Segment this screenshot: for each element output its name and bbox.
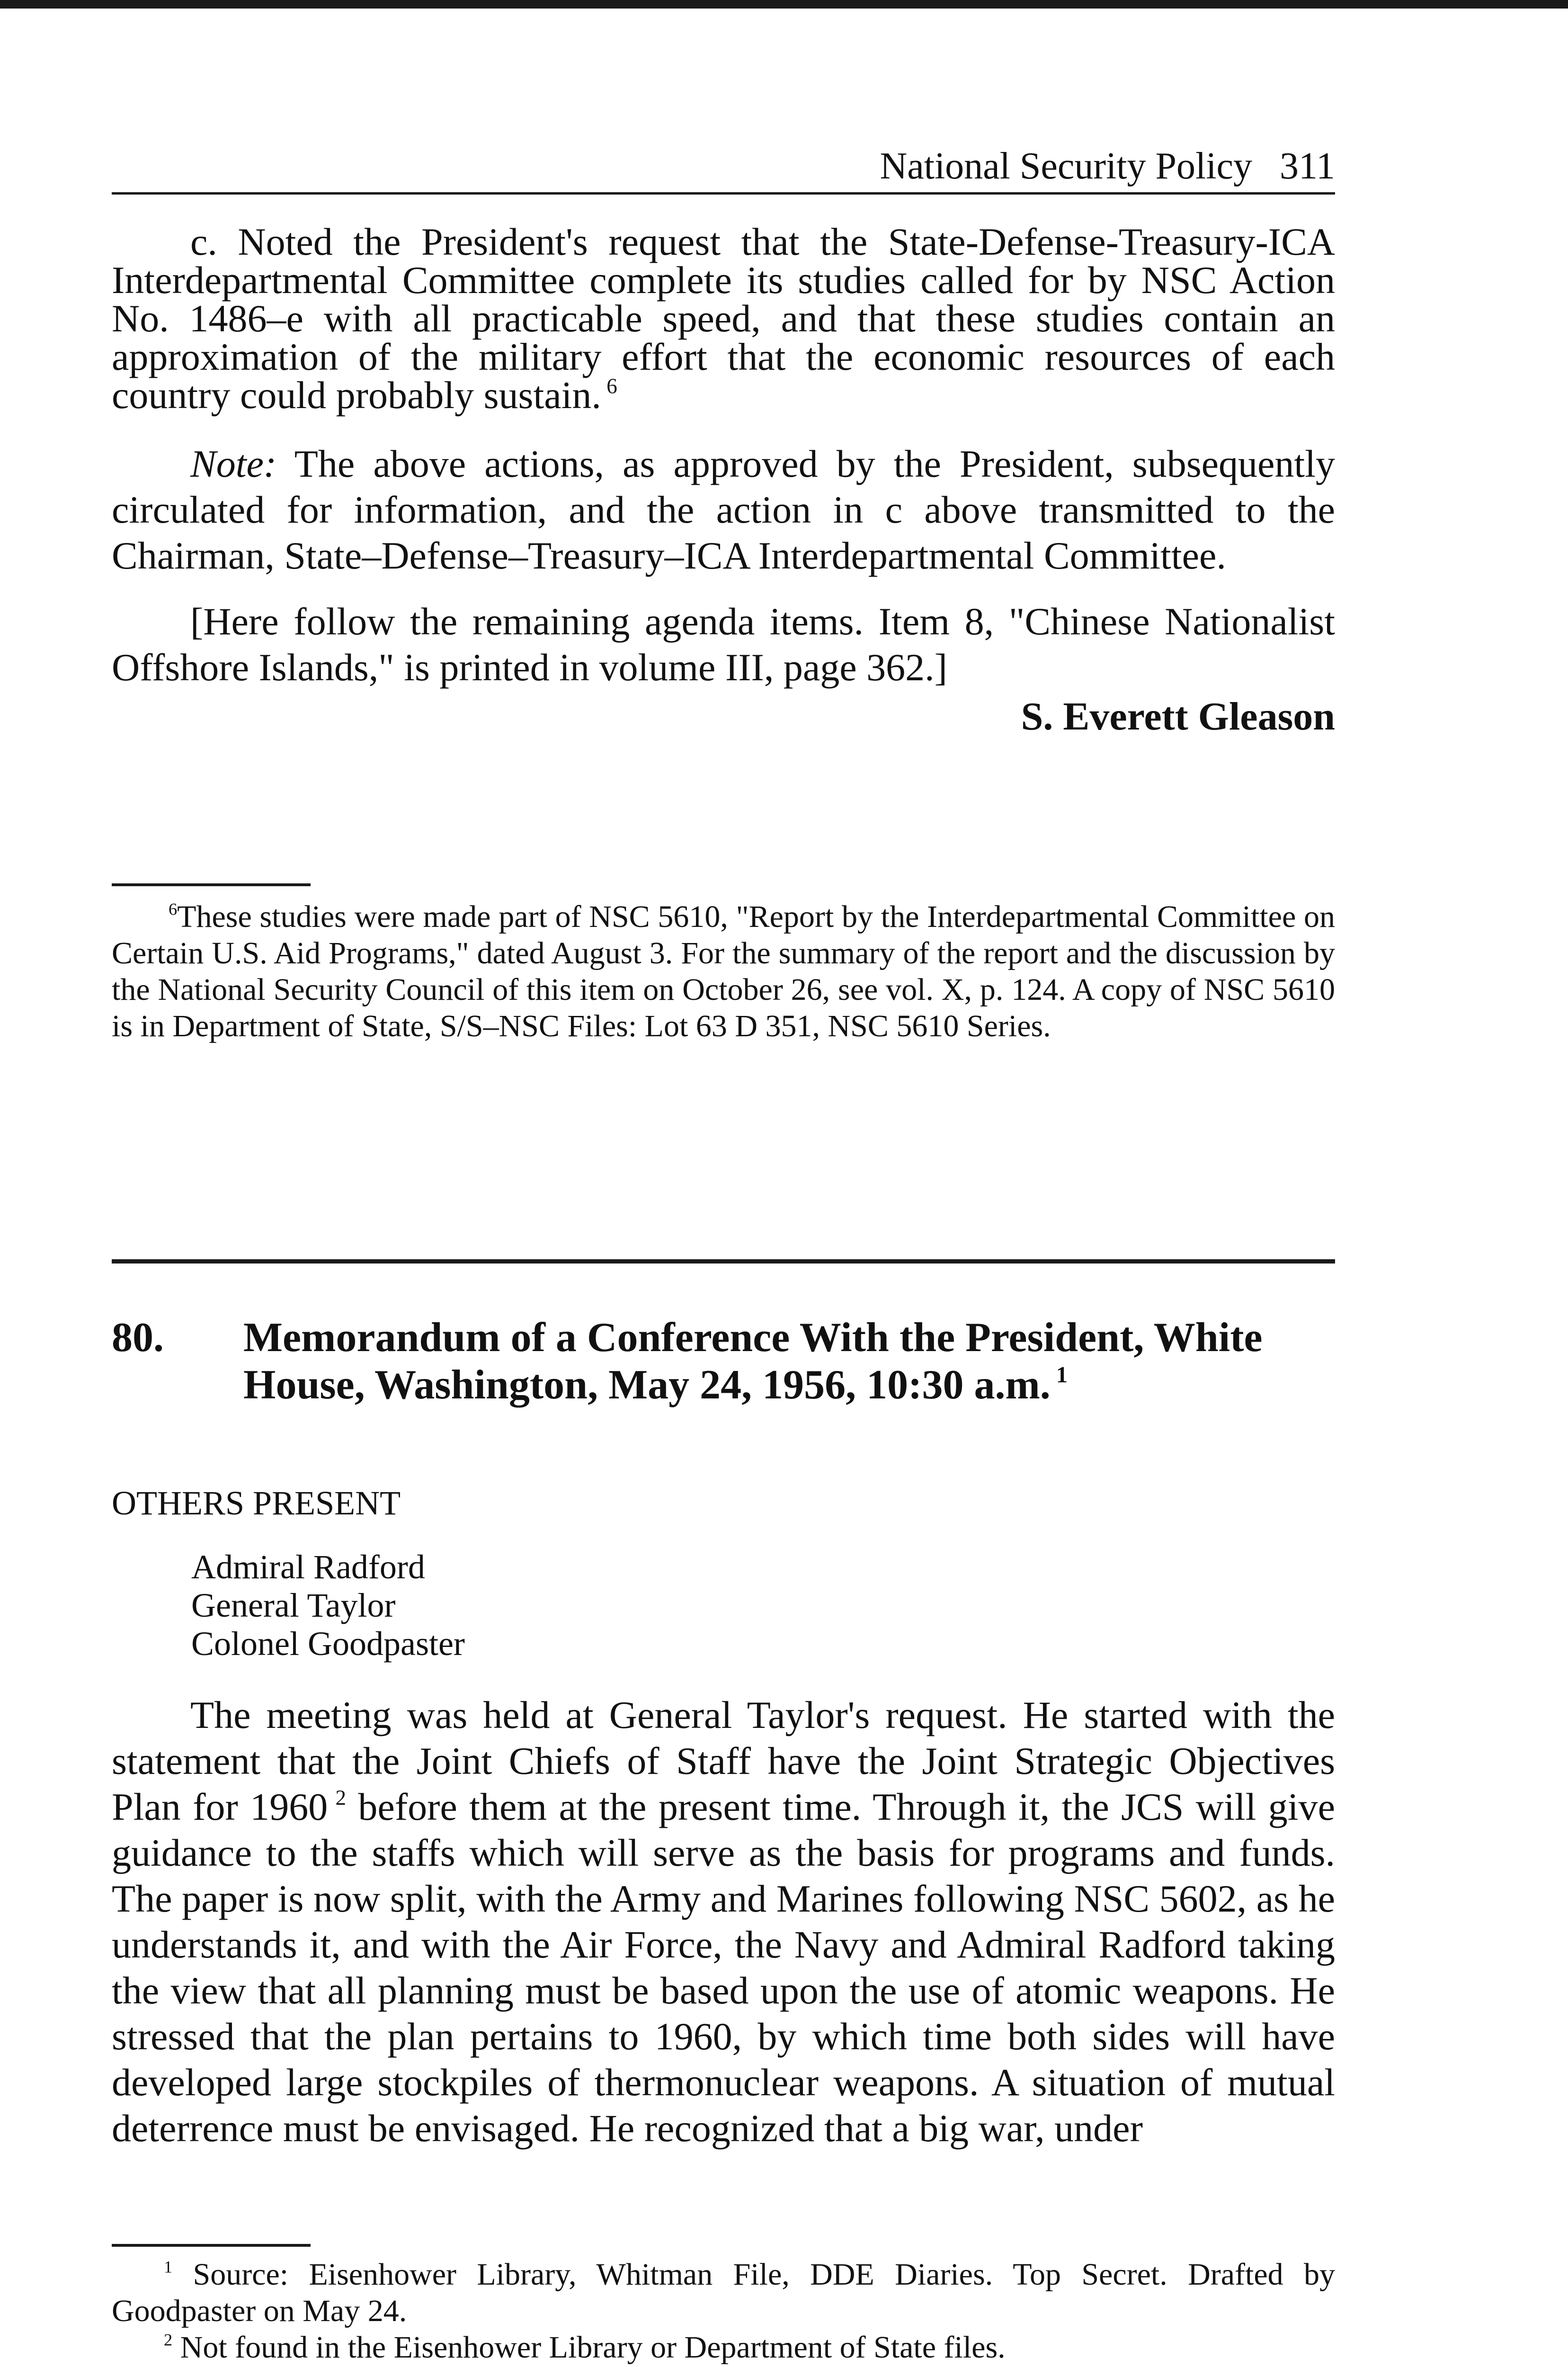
attendee-name: Colonel Goodpaster [191, 1625, 465, 1663]
footnotes-lower [112, 2256, 1335, 2366]
attendee-list [191, 1548, 465, 1663]
footnote-6: $^6$These studies were made part of NSC 5610, "Report by the Interdepartmental Committee on Certain U.S. Aid Programs," dated August 3. For the summary of the report and the discussion by the National Security Council of this item on October 26, see vol. X, p. 124. A copy of NSC 5610 is in Department of State, S/S–NSC Files: Lot 63 D 351, NSC 5610 Series. [112, 899, 1335, 1043]
attendee-name: Admiral Radford [191, 1548, 425, 1586]
note-text: The above actions, as approved by the President, subsequently circulated for information, and the action in c above transmitted to the Chairman, State–Defense–Treasury–ICA Interdepartmental Committee. [112, 442, 1335, 577]
continued-section [112, 222, 1335, 740]
note-paragraph [112, 441, 1335, 578]
attendee-name: General Taylor [191, 1586, 396, 1624]
footnote-ref-2: 2 [335, 1786, 346, 1810]
others-present-label: OTHERS PRESENT [112, 1484, 401, 1522]
document-title: Memorandum of a Conference With the President, White House, Washington, May 24, 1956, 10:30 a.m. $^1$ [243, 1315, 1263, 1408]
document-number: 80. [112, 1315, 164, 1361]
signature: S. Everett Gleason [1021, 694, 1335, 739]
footnote-2: $^2$ Not found in the Eisenhower Library or Department of State files. [164, 2330, 1006, 2365]
running-header [112, 140, 1335, 195]
running-title: National Security Policy [880, 145, 1252, 187]
footnote-ref-6: 6 [606, 374, 617, 398]
note-label: Note: [190, 442, 277, 485]
footnote-1: $^1$ Source: Eisenhower Library, Whitman File, DDE Diaries. Top Secret. Drafted by Goodpaster on May 24. [112, 2257, 1335, 2328]
document-separator-rule [112, 1259, 1335, 1264]
document-heading [112, 1314, 1335, 1409]
page-number: 311 [1279, 145, 1335, 187]
footnote-ref-1: 1 [1056, 1362, 1068, 1388]
memorandum-paragraph: The meeting was held at General Taylor's request. He started with the statement that the Joint Chiefs of Staff have the Joint Strategic Objectives Plan for 1960 $^2$ before them at the present time. Through it, the JCS will give guidance to the staffs which will serve as the basis for programs and funds. The paper is now split, with the Army and Marines following NSC 5602, as he understands it, and with the Air Force, the Navy and Admiral Radford taking the view that all planning must be based upon the use of atomic weapons. He stressed that the plan pertains to 1960, by which time both sides will have developed large stockpiles of thermonuclear weapons. A situation of mutual deterrence must be envisaged. He recognized that a big war, under [112, 1693, 1335, 2150]
footnote-divider-upper [112, 883, 311, 886]
memorandum-body [112, 1692, 1335, 2151]
editorial-bracket-note: [Here follow the remaining agenda items. Item 8, "Chinese Nationalist Offshore Islands," is printed in volume III, page 362.] [112, 600, 1335, 689]
footnotes-upper [112, 899, 1335, 1044]
agenda-paragraph-c: c. Noted the President's request that the State-Defense-Treasury-ICA Interdepartmental Committee complete its studies called for by NSC Action No. 1486–e with all practicable speed, and that these studies contain an approximation of the military effort that the economic resources of each country could probably sustain. $^6$ [112, 220, 1335, 417]
footnote-divider-lower [112, 2244, 311, 2247]
scan-top-border [0, 0, 1568, 9]
